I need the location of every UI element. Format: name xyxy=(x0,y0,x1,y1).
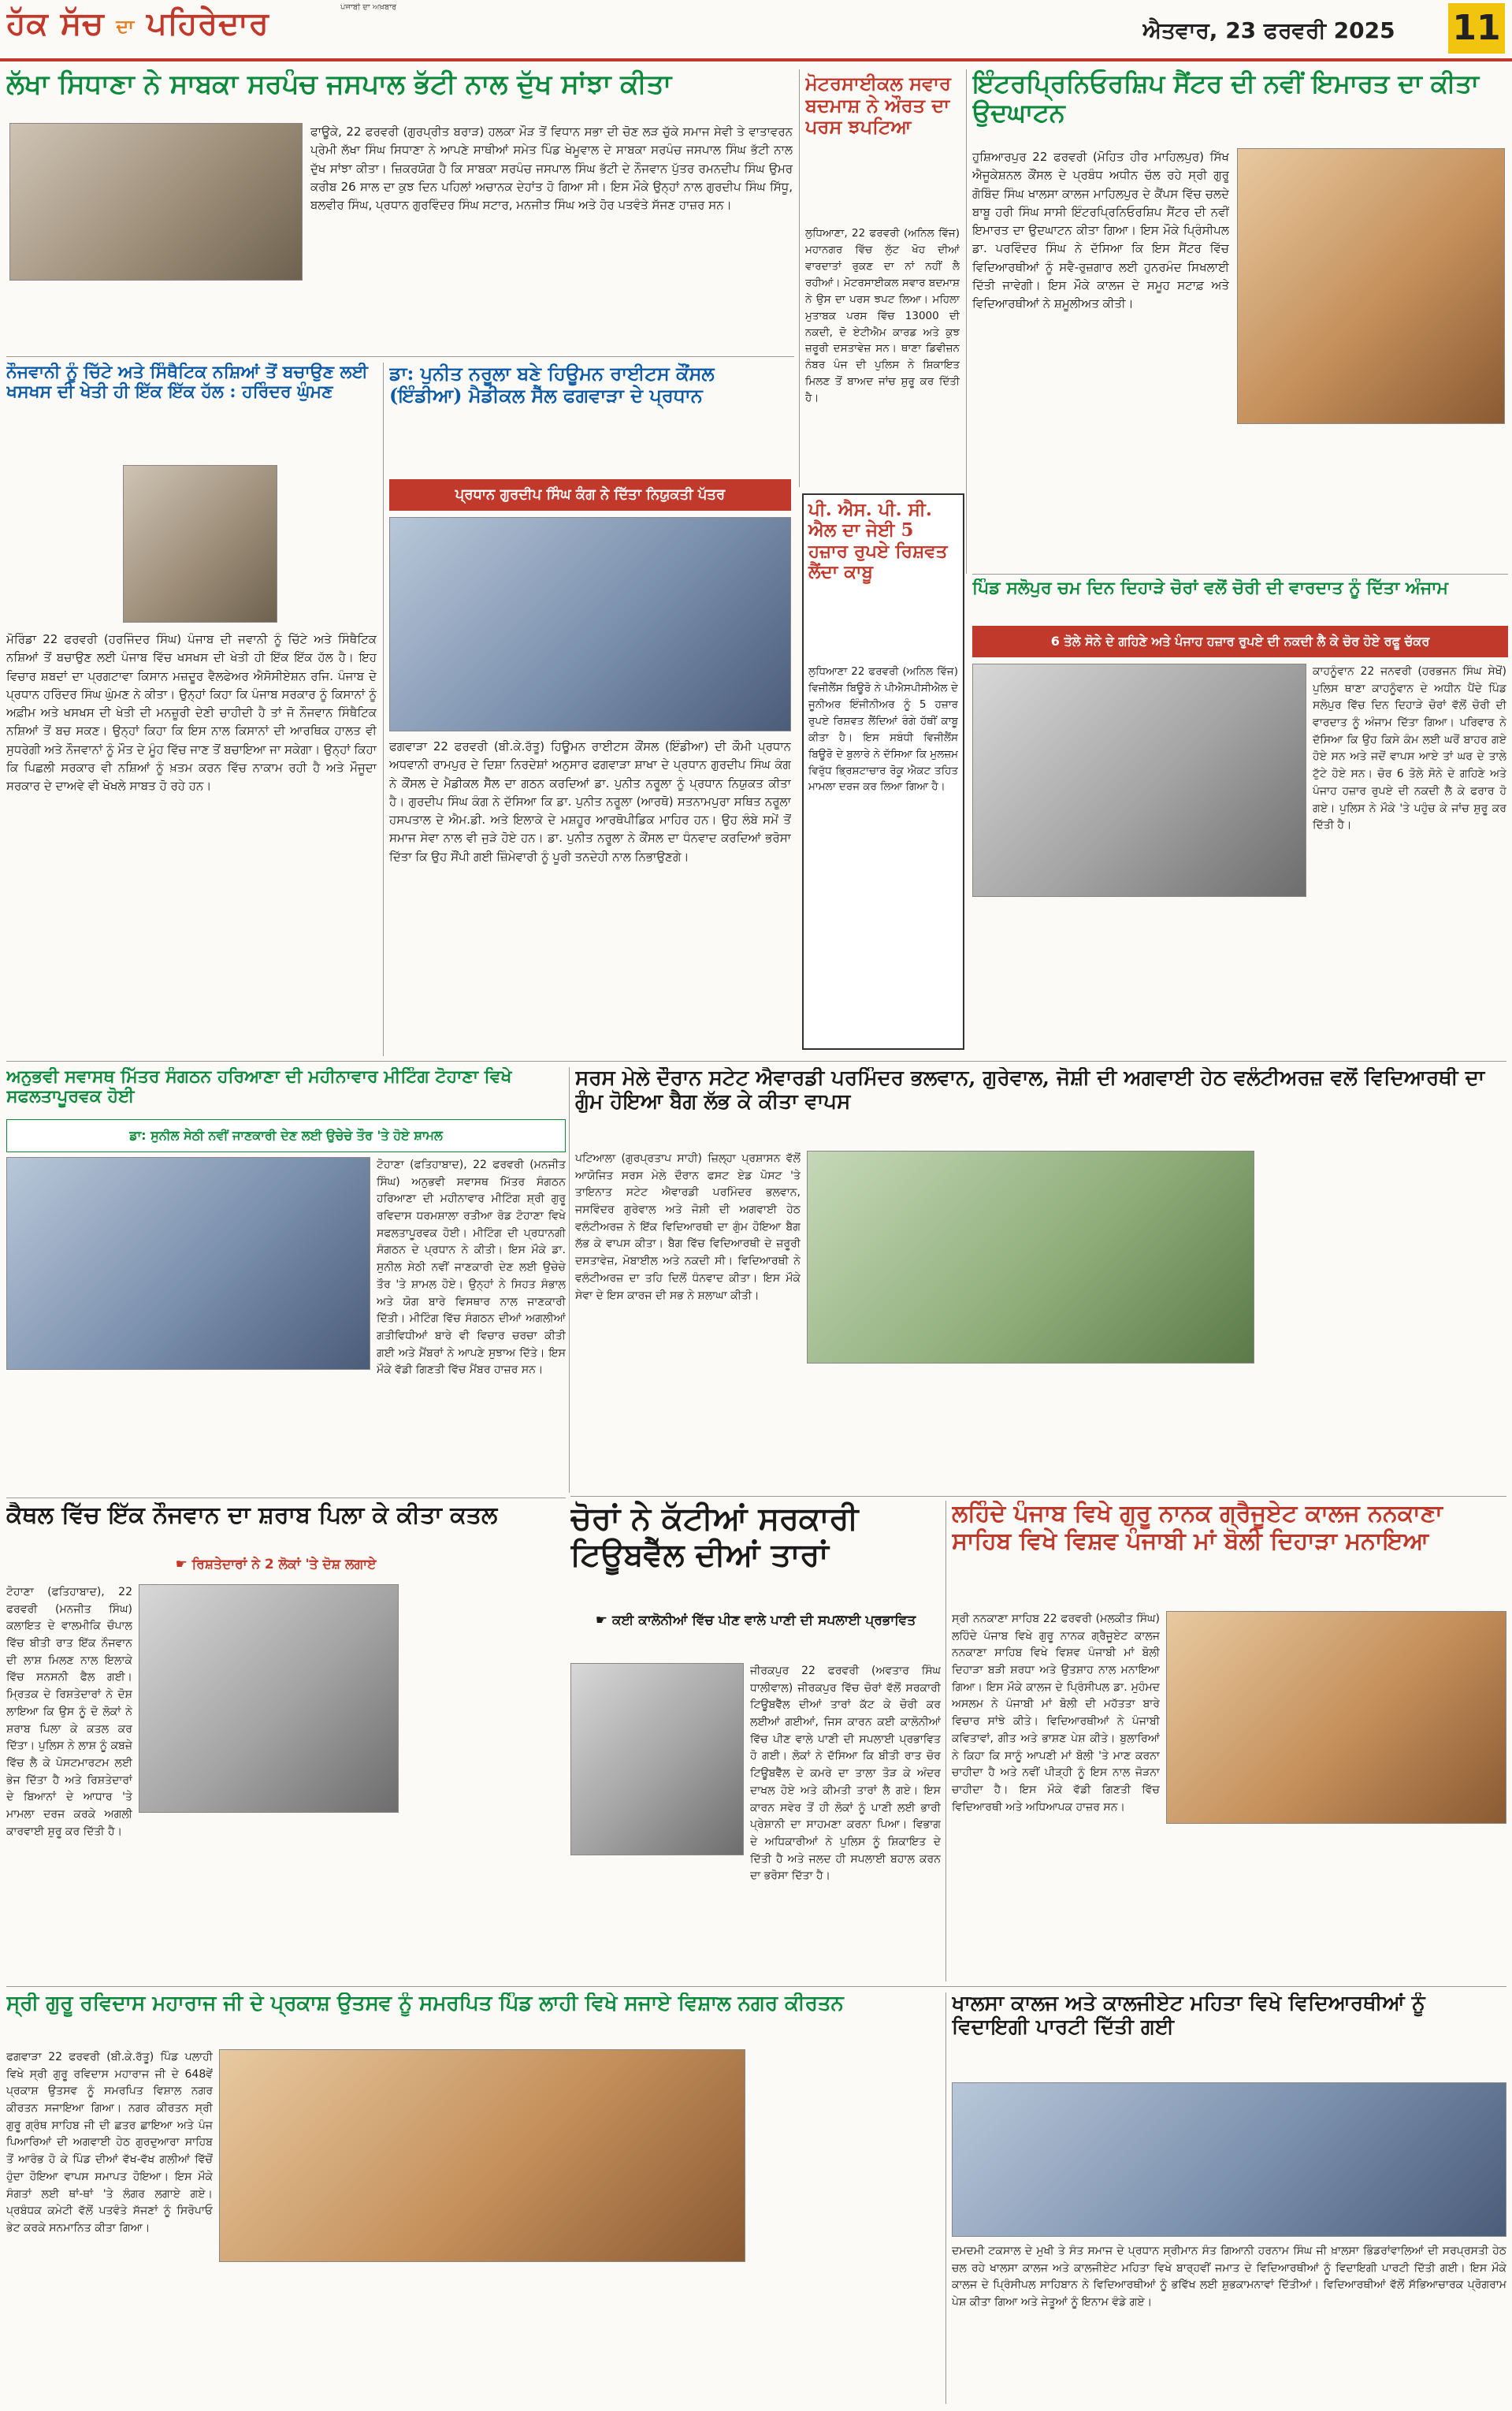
article-body: ਫਾਊਕੇ, 22 ਫਰਵਰੀ (ਗੁਰਪ੍ਰੀਤ ਬਰਾੜ) ਹਲਕਾ ਮੌੜ ਤੋਂ ਵਿਧਾਨ ਸਭਾ ਦੀ ਚੋਣ ਲੜ ਚੁੱਕੇ ਸਮਾਜ ਸੇਵੀ ਤੇ ਵਾਤਾਵਰਨ ਪ੍ਰੇਮੀ ਲੱਖਾ ਸਿੰਘ ਸਿਧਾਣਾ ਨੇ ਆਪਣੇ ਸਾਥੀਆਂ ਸਮੇਤ ਪਿੰਡ ਖੇਮੂਵਾਲ ਦੇ ਸਾਬਕਾ ਸਰਪੰਚ ਜਸਪਾਲ ਸਿੰਘ ਭੱਟੀ ਨਾਲ ਦੁੱਖ ਸਾਂਝਾ ਕੀਤਾ। ਜ਼ਿਕਰਯੋਗ ਹੈ ਕਿ ਸਾਬਕਾ ਸਰਪੰਚ ਜਸਪਾਲ ਸਿੰਘ ਭੱਟੀ ਦੇ ਨੌਜਵਾਨ ਪੁੱਤਰ ਰਮਨਦੀਪ ਸਿੰਘ ਉਮਰ ਕਰੀਬ 26 ਸਾਲ ਦਾ ਕੁਝ ਦਿਨ ਪਹਿਲਾਂ ਅਚਾਨਕ ਦੇਹਾਂਤ ਹੋ ਗਿਆ ਸੀ। ਇਸ ਮੌਕੇ ਉਨ੍ਹਾਂ ਨਾਲ ਗੁਰਦੀਪ ਸਿੰਘ ਸਿੱਧੂ, ਬਲਵੀਰ ਸਿੰਘ, ਪ੍ਰਧਾਨ ਗੁਰਵਿੰਦਰ ਸਿੰਘ ਸਟਾਰ, ਮਨਜੀਤ ਸਿੰਘ ਅਤੇ ਹੋਰ ਪਤਵੰਤੇ ਸੱਜਣ ਹਾਜ਼ਰ ਸਨ। xyxy=(310,125,793,212)
article-body-continued xyxy=(752,2049,939,2404)
column-divider xyxy=(966,69,967,574)
article-drugs-headline-box xyxy=(6,363,377,459)
article-sars-mela-headline-box xyxy=(575,1067,1508,1146)
article-headline: ਇੰਟਰਪ੍ਰਿਨਿਓਰਸ਼ਿਪ ਸੈਂਟਰ ਦੀ ਨਵੀਂ ਇਮਾਰਤ ਦਾ ਕੀਤਾ ਉਦਘਾਟਨ xyxy=(972,69,1480,128)
arrow-icon: ☛ xyxy=(175,1557,188,1572)
article-headline: ਅਨੁਭਵੀ ਸਵਾਸਥ ਮਿੱਤਰ ਸੰਗਠਨ ਹਰਿਆਣਾ ਦੀ ਮਹੀਨਾਵਾਰ ਮੀਟਿੰਗ ਟੋਹਾਣਾ ਵਿਖੇ ਸਫਲਤਾਪੂਰਵਕ ਹੋਈ xyxy=(6,1067,512,1107)
section-divider xyxy=(6,1986,1506,1987)
article-body: ਫਗਵਾੜਾ 22 ਫਰਵਰੀ (ਬੀ.ਕੇ.ਰੱਤੂ) ਹਿਊਮਨ ਰਾਈਟਸ ਕੌਂਸਲ (ਇੰਡੀਆ) ਦੀ ਕੌਮੀ ਪ੍ਰਧਾਨ ਅਧਵਾਨੀ ਰਾਮਪੁਰ ਦੇ ਦਿਸ਼ਾ ਨਿਰਦੇਸ਼ਾਂ ਅਨੁਸਾਰ ਫਗਵਾੜਾ ਸ਼ਾਖਾ ਦੇ ਪ੍ਰਧਾਨ ਗੁਰਦੀਪ ਸਿੰਘ ਕੰਗ ਨੇ ਕੌਂਸਲ ਦੇ ਮੈਡੀਕਲ ਸੈੱਲ ਦਾ ਗਠਨ ਕਰਦਿਆਂ ਡਾ. ਪੁਨੀਤ ਨਰੂਲਾ ਨੂੰ ਪ੍ਰਧਾਨ ਨਿਯੁਕਤ ਕੀਤਾ ਹੈ। ਗੁਰਦੀਪ ਸਿੰਘ ਕੰਗ ਨੇ ਦੱਸਿਆ ਕਿ ਡਾ. ਪੁਨੀਤ ਨਰੂਲਾ (ਆਰਥੋ) ਸਤਨਾਮਪੁਰਾ ਸਥਿਤ ਨਰੂਲਾ ਹਸਪਤਾਲ ਦੇ ਐਮ.ਡੀ. ਅਤੇ ਇਲਾਕੇ ਦੇ ਮਸ਼ਹੂਰ ਆਰਥੋਪੀਡਿਕ ਮਾਹਿਰ ਹਨ। ਉਹ ਲੰਬੇ ਸਮੇਂ ਤੋਂ ਸਮਾਜ ਸੇਵਾ ਨਾਲ ਵੀ ਜੁੜੇ ਹੋਏ ਹਨ। ਡਾ. ਪੁਨੀਤ ਨਰੂਲਾ ਨੇ ਕੌਂਸਲ ਦਾ ਧੰਨਵਾਦ ਕਰਦਿਆਂ ਭਰੋਸਾ ਦਿੱਤਾ ਕਿ ਉਹ ਸੌਂਪੀ ਗਈ ਜ਼ਿੰਮੇਵਾਰੀ ਨੂੰ ਪੂਰੀ ਤਨਦੇਹੀ ਨਾਲ ਨਿਭਾਉਣਗੇ। xyxy=(389,739,791,864)
article-body: ਦਮਦਮੀ ਟਕਸਾਲ ਦੇ ਮੁਖੀ ਤੇ ਸੰਤ ਸਮਾਜ ਦੇ ਪ੍ਰਧਾਨ ਸ੍ਰੀਮਾਨ ਸੰਤ ਗਿਆਨੀ ਹਰਨਾਮ ਸਿੰਘ ਜੀ ਖ਼ਾਲਸਾ ਭਿੰਡਰਾਂਵਾਲਿਆਂ ਦੀ ਸਰਪ੍ਰਸਤੀ ਹੇਠ ਚਲ ਰਹੇ ਖਾਲਸਾ ਕਾਲਜ ਅਤੇ ਕਾਲਜੀਏਟ ਮਹਿਤਾ ਵਿਖੇ ਬਾਰ੍ਹਵੀਂ ਜਮਾਤ ਦੇ ਵਿਦਿਆਰਥੀਆਂ ਨੂੰ ਵਿਦਾਇਗੀ ਪਾਰਟੀ ਦਿੱਤੀ ਗਈ। ਇਸ ਮੌਕੇ ਕਾਲਜ ਦੇ ਪ੍ਰਿੰਸੀਪਲ ਸਾਹਿਬਾਨ ਨੇ ਵਿਦਿਆਰਥੀਆਂ ਨੂੰ ਭਵਿੱਖ ਲਈ ਸ਼ੁਭਕਾਮਨਾਵਾਂ ਦਿੱਤੀਆਂ। ਵਿਦਿਆਰਥੀਆਂ ਵੱਲੋਂ ਸੱਭਿਆਚਾਰਕ ਪ੍ਰੋਗਰਾਮ ਪੇਸ਼ ਕੀਤਾ ਗਿਆ ਅਤੇ ਜੇਤੂਆਂ ਨੂੰ ਇਨਾਮ ਵੰਡੇ ਗਏ। xyxy=(952,2245,1506,2309)
article-subheading-banner: ਡਾ: ਸੁਨੀਲ ਸੇਠੀ ਨਵੀਂ ਜਾਣਕਾਰੀ ਦੇਣ ਲਈ ਉਚੇਚੇ ਤੌਰ 'ਤੇ ਹੋਏ ਸ਼ਾਮਲ xyxy=(6,1119,566,1152)
article-body: ਮੋਰਿੰਡਾ 22 ਫਰਵਰੀ (ਹਰਜਿੰਦਰ ਸਿੰਘ) ਪੰਜਾਬ ਦੀ ਜਵਾਨੀ ਨੂੰ ਚਿੱਟੇ ਅਤੇ ਸਿੰਥੈਟਿਕ ਨਸ਼ਿਆਂ ਤੋਂ ਬਚਾਉਣ ਲਈ ਪੰਜਾਬ ਵਿੱਚ ਖਸਖਸ ਦੀ ਖੇਤੀ ਹੀ ਇੱਕ ਇੱਕ ਹੱਲ ਹੈ। ਇਹ ਵਿਚਾਰ ਸ਼ਬਦਾਂ ਦਾ ਪ੍ਰਗਟਾਵਾ ਕਿਸਾਨ ਮਜ਼ਦੂਰ ਵੈਲਫੇਅਰ ਐਸੋਸੀਏਸ਼ਨ ਰਜਿ. ਪੰਜਾਬ ਦੇ ਪ੍ਰਧਾਨ ਹਰਿੰਦਰ ਸਿੰਘ ਘੁੰਮਣ ਨੇ ਕੀਤਾ। ਉਨ੍ਹਾਂ ਕਿਹਾ ਕਿ ਪੰਜਾਬ ਸਰਕਾਰ ਨੂੰ ਕਿਸਾਨਾਂ ਨੂੰ ਅਫ਼ੀਮ ਅਤੇ ਖਸਖਸ ਦੀ ਖੇਤੀ ਦੀ ਮਨਜ਼ੂਰੀ ਦੇਣੀ ਚਾਹੀਦੀ ਹੈ ਤਾਂ ਜੋ ਨੌਜਵਾਨ ਸਿੰਥੈਟਿਕ ਨਸ਼ਿਆਂ ਤੋਂ ਬਚ ਸਕਣ। ਉਨ੍ਹਾਂ ਕਿਹਾ ਕਿ ਇਸ ਨਾਲ ਕਿਸਾਨਾਂ ਦੀ ਆਰਥਿਕ ਹਾਲਤ ਵੀ ਸੁਧਰੇਗੀ ਅਤੇ ਨੌਜਵਾਨਾਂ ਨੂੰ ਮੌਤ ਦੇ ਮੂੰਹ ਵਿੱਚ ਜਾਣ ਤੋਂ ਬਚਾਇਆ ਜਾ ਸਕੇਗਾ। ਉਨ੍ਹਾਂ ਕਿਹਾ ਕਿ ਪਿਛਲੀ ਸਰਕਾਰ ਵੀ ਨਸ਼ਿਆਂ ਨੂੰ ਖ਼ਤਮ ਕਰਨ ਵਿੱਚ ਨਾਕਾਮ ਰਹੀ ਹੈ ਅਤੇ ਮੌਜੂਦਾ ਸਰਕਾਰ ਦੇ ਦਾਅਵੇ ਵੀ ਖੋਖਲੇ ਸਾਬਤ ਹੋ ਰਹੇ ਹਨ। xyxy=(6,632,377,793)
column-divider xyxy=(799,69,800,487)
tagline: ਪੰਜਾਬੀ ਦਾ ਅਖ਼ਬਾਰ xyxy=(340,3,397,12)
masthead-rule xyxy=(0,58,1512,61)
article-headline: ਪਿੰਡ ਸਲੋਪੁਰ ਚਮ ਦਿਨ ਦਿਹਾੜੇ ਚੋਰਾਂ ਵਲੋਂ ਚੋਰੀ ਦੀ ਵਾਰਦਾਤ ਨੂੰ ਦਿੱਤਾ ਅੰਜਾਮ xyxy=(972,579,1448,598)
article-headline: ਲੱਖਾ ਸਿਧਾਣਾ ਨੇ ਸਾਬਕਾ ਸਰਪੰਚ ਜਸਪਾਲ ਭੱਟੀ ਨਾਲ ਦੁੱਖ ਸਾਂਝਾ ਕੀਤਾ xyxy=(6,69,672,100)
column-divider xyxy=(945,1501,946,1981)
masthead xyxy=(0,0,1512,57)
article-body-continued xyxy=(6,1376,370,1479)
article-body: ਟੋਹਾਣਾ (ਫਤਿਹਾਬਾਦ), 22 ਫਰਵਰੀ (ਮਨਜੀਤ ਸਿੰਘ) ਅਨੁਭਵੀ ਸਵਾਸਥ ਮਿੱਤਰ ਸੰਗਠਨ ਹਰਿਆਣਾ ਦੀ ਮਹੀਨਾਵਾਰ ਮੀਟਿੰਗ ਸ਼੍ਰੀ ਗੁਰੂ ਰਵਿਦਾਸ ਧਰਮਸ਼ਾਲਾ ਰਤੀਆ ਰੋਡ ਟੋਹਾਣਾ ਵਿਖੇ ਸਫਲਤਾਪੂਰਵਕ ਹੋਈ। ਮੀਟਿੰਗ ਦੀ ਪ੍ਰਧਾਨਗੀ ਸੰਗਠਨ ਦੇ ਪ੍ਰਧਾਨ ਨੇ ਕੀਤੀ। ਇਸ ਮੌਕੇ ਡਾ. ਸੁਨੀਲ ਸੇਠੀ ਨਵੀਂ ਜਾਣਕਾਰੀ ਦੇਣ ਲਈ ਉਚੇਚੇ ਤੌਰ 'ਤੇ ਸ਼ਾਮਲ ਹੋਏ। ਉਨ੍ਹਾਂ ਨੇ ਸਿਹਤ ਸੰਭਾਲ ਅਤੇ ਯੋਗ ਬਾਰੇ ਵਿਸਥਾਰ ਨਾਲ ਜਾਣਕਾਰੀ ਦਿੱਤੀ। ਮੀਟਿੰਗ ਵਿੱਚ ਸੰਗਠਨ ਦੀਆਂ ਅਗਲੀਆਂ ਗਤੀਵਿਧੀਆਂ ਬਾਰੇ ਵੀ ਵਿਚਾਰ ਚਰਚਾ ਕੀਤੀ ਗਈ ਅਤੇ ਮੈਂਬਰਾਂ ਨੇ ਆਪਣੇ ਸੁਝਾਅ ਦਿੱਤੇ। ਇਸ ਮੌਕੇ ਵੱਡੀ ਗਿਣਤੀ ਵਿੱਚ ਮੈਂਬਰ ਹਾਜ਼ਰ ਸਨ। xyxy=(377,1159,566,1377)
article-headline: ਸਰਸ ਮੇਲੇ ਦੌਰਾਨ ਸਟੇਟ ਐਵਾਰਡੀ ਪਰਮਿੰਦਰ ਭਲਵਾਨ, ਗੁਰੇਵਾਲ, ਜੋਸ਼ੀ ਦੀ ਅਗਵਾਈ ਹੇਠ ਵਲੰਟੀਅਰਜ਼ ਵਲੋਂ ਵਿਦਿਆਰਥੀ ਦਾ ਗੁੰਮ ਹੋਇਆ ਬੈਗ ਲੱਭ ਕੇ ਕੀਤਾ ਵਾਪਸ xyxy=(575,1067,1485,1114)
newspaper-logo: ਹੱਕ ਸੱਚ ਦਾ ਪਹਿਰੇਦਾਰ xyxy=(6,5,269,42)
article-photo xyxy=(123,465,277,623)
article-body: ਟੋਹਾਣਾ (ਫਤਿਹਾਬਾਦ), 22 ਫਰਵਰੀ (ਮਨਜੀਤ ਸਿੰਘ) ਕਲਾਇਤ ਦੇ ਵਾਲਮੀਕਿ ਚੌਪਾਲ ਵਿੱਚ ਬੀਤੀ ਰਾਤ ਇੱਕ ਨੌਜਵਾਨ ਦੀ ਲਾਸ਼ ਮਿਲਣ ਨਾਲ ਇਲਾਕੇ ਵਿੱਚ ਸਨਸਨੀ ਫੈਲ ਗਈ। ਮ੍ਰਿਤਕ ਦੇ ਰਿਸ਼ਤੇਦਾਰਾਂ ਨੇ ਦੋਸ਼ ਲਾਇਆ ਕਿ ਉਸ ਨੂੰ ਦੋ ਲੋਕਾਂ ਨੇ ਸ਼ਰਾਬ ਪਿਲਾ ਕੇ ਕਤਲ ਕਰ ਦਿੱਤਾ। ਪੁਲਿਸ ਨੇ ਲਾਸ਼ ਨੂੰ ਕਬਜ਼ੇ ਵਿੱਚ ਲੈ ਕੇ ਪੋਸਟਮਾਰਟਮ ਲਈ ਭੇਜ ਦਿੱਤਾ ਹੈ ਅਤੇ ਰਿਸ਼ਤੇਦਾਰਾਂ ਦੇ ਬਿਆਨਾਂ ਦੇ ਆਧਾਰ 'ਤੇ ਮਾਮਲਾ ਦਰਜ ਕਰਕੇ ਅਗਲੀ ਕਾਰਵਾਈ ਸ਼ੁਰੂ ਕਰ ਦਿੱਤੀ ਹੈ। xyxy=(6,1586,132,1838)
section-divider xyxy=(6,356,794,357)
article-theft-headline-box xyxy=(972,579,1508,623)
article-body-continued xyxy=(405,1584,566,1978)
article-headline: ਚੋਰਾਂ ਨੇ ਕੱਟੀਆਂ ਸਰਕਾਰੀ ਟਿਊਬਵੈੱਲ ਦੀਆਂ ਤਾਰਾਂ xyxy=(570,1501,859,1573)
article-photo xyxy=(9,123,303,281)
article-anubhavi-headline-box xyxy=(6,1067,566,1116)
article-body: ਸ੍ਰੀ ਨਨਕਾਣਾ ਸਾਹਿਬ 22 ਫਰਵਰੀ (ਮਲਕੀਤ ਸਿੰਘ) ਲਹਿੰਦੇ ਪੰਜਾਬ ਵਿਖੇ ਗੁਰੂ ਨਾਨਕ ਗ੍ਰੈਜੂਏਟ ਕਾਲਜ ਨਨਕਾਣਾ ਸਾਹਿਬ ਵਿਖੇ ਵਿਸ਼ਵ ਪੰਜਾਬੀ ਮਾਂ ਬੋਲੀ ਦਿਹਾੜਾ ਬੜੀ ਸ਼ਰਧਾ ਅਤੇ ਉਤਸ਼ਾਹ ਨਾਲ ਮਨਾਇਆ ਗਿਆ। ਇਸ ਮੌਕੇ ਕਾਲਜ ਦੇ ਪ੍ਰਿੰਸੀਪਲ ਡਾ. ਮੁਹੰਮਦ ਅਸਲਮ ਨੇ ਪੰਜਾਬੀ ਮਾਂ ਬੋਲੀ ਦੀ ਮਹੱਤਤਾ ਬਾਰੇ ਵਿਚਾਰ ਸਾਂਝੇ ਕੀਤੇ। ਵਿਦਿਆਰਥੀਆਂ ਨੇ ਪੰਜਾਬੀ ਕਵਿਤਾਵਾਂ, ਗੀਤ ਅਤੇ ਭਾਸ਼ਣ ਪੇਸ਼ ਕੀਤੇ। ਬੁਲਾਰਿਆਂ ਨੇ ਕਿਹਾ ਕਿ ਸਾਨੂੰ ਆਪਣੀ ਮਾਂ ਬੋਲੀ 'ਤੇ ਮਾਣ ਕਰਨਾ ਚਾਹੀਦਾ ਹੈ ਅਤੇ ਨਵੀਂ ਪੀੜ੍ਹੀ ਨੂੰ ਇਸ ਨਾਲ ਜੋੜਨਾ ਚਾਹੀਦਾ ਹੈ। ਇਸ ਮੌਕੇ ਵੱਡੀ ਗਿਣਤੀ ਵਿੱਚ ਵਿਦਿਆਰਥੀ ਅਤੇ ਅਧਿਆਪਕ ਹਾਜ਼ਰ ਸਨ। xyxy=(952,1613,1160,1814)
article-photo xyxy=(570,1663,744,1855)
article-internship-headline-box xyxy=(972,69,1508,142)
arrow-icon: ☛ xyxy=(595,1613,608,1628)
article-body: ਜੀਰਕਪੁਰ 22 ਫਰਵਰੀ (ਅਵਤਾਰ ਸਿੰਘ ਧਾਲੀਵਾਲ) ਜੀਰਕਪੁਰ ਵਿੱਚ ਚੋਰਾਂ ਵੱਲੋਂ ਸਰਕਾਰੀ ਟਿਊਬਵੈੱਲ ਦੀਆਂ ਤਾਰਾਂ ਕੱਟ ਕੇ ਚੋਰੀ ਕਰ ਲਈਆਂ ਗਈਆਂ, ਜਿਸ ਕਾਰਨ ਕਈ ਕਾਲੋਨੀਆਂ ਵਿੱਚ ਪੀਣ ਵਾਲੇ ਪਾਣੀ ਦੀ ਸਪਲਾਈ ਪ੍ਰਭਾਵਿਤ ਹੋ ਗਈ। ਲੋਕਾਂ ਨੇ ਦੱਸਿਆ ਕਿ ਬੀਤੀ ਰਾਤ ਚੋਰ ਟਿਊਬਵੈੱਲ ਦੇ ਕਮਰੇ ਦਾ ਤਾਲਾ ਤੋੜ ਕੇ ਅੰਦਰ ਦਾਖਲ ਹੋਏ ਅਤੇ ਕੀਮਤੀ ਤਾਰਾਂ ਲੈ ਗਏ। ਇਸ ਕਾਰਨ ਸਵੇਰ ਤੋਂ ਹੀ ਲੋਕਾਂ ਨੂੰ ਪਾਣੀ ਲਈ ਭਾਰੀ ਪ੍ਰੇਸ਼ਾਨੀ ਦਾ ਸਾਹਮਣਾ ਕਰਨਾ ਪਿਆ। ਵਿਭਾਗ ਦੇ ਅਧਿਕਾਰੀਆਂ ਨੇ ਪੁਲਿਸ ਨੂੰ ਸ਼ਿਕਾਇਤ ਦੇ ਦਿੱਤੀ ਹੈ ਅਤੇ ਜਲਦ ਹੀ ਸਪਲਾਈ ਬਹਾਲ ਕਰਨ ਦਾ ਭਰੋਸਾ ਦਿੱਤਾ ਹੈ। xyxy=(750,1665,941,1883)
article-khalsa-college-headline-box xyxy=(952,1992,1506,2078)
article-body: ਪਟਿਆਲਾ (ਗੁਰਪ੍ਰਤਾਪ ਸਾਹੀ) ਜ਼ਿਲ੍ਹਾ ਪ੍ਰਸ਼ਾਸਨ ਵੱਲੋਂ ਆਯੋਜਿਤ ਸਰਸ ਮੇਲੇ ਦੌਰਾਨ ਫਸਟ ਏਡ ਪੋਸਟ 'ਤੇ ਤਾਇਨਾਤ ਸਟੇਟ ਐਵਾਰਡੀ ਪਰਮਿੰਦਰ ਭਲਵਾਨ, ਜਸਵਿੰਦਰ ਗੁਰੇਵਾਲ ਅਤੇ ਜੋਸ਼ੀ ਦੀ ਅਗਵਾਈ ਹੇਠ ਵਲੰਟੀਅਰਜ਼ ਨੇ ਇੱਕ ਵਿਦਿਆਰਥੀ ਦਾ ਗੁੰਮ ਹੋਇਆ ਬੈਗ ਲੱਭ ਕੇ ਵਾਪਸ ਕੀਤਾ। ਬੈਗ ਵਿੱਚ ਵਿਦਿਆਰਥੀ ਦੇ ਜ਼ਰੂਰੀ ਦਸਤਾਵੇਜ਼, ਮੋਬਾਈਲ ਅਤੇ ਨਕਦੀ ਸੀ। ਵਿਦਿਆਰਥੀ ਨੇ ਵਲੰਟੀਅਰਜ਼ ਦਾ ਤਹਿ ਦਿਲੋਂ ਧੰਨਵਾਦ ਕੀਤਾ। ਇਸ ਮੌਕੇ ਸੇਵਾ ਦੇ ਇਸ ਕਾਰਜ ਦੀ ਸਭ ਨੇ ਸ਼ਲਾਘਾ ਕੀਤੀ। xyxy=(575,1152,801,1302)
article-headline: ਮੋਟਰਸਾਈਕਲ ਸਵਾਰ ਬਦਮਾਸ਼ ਨੇ ਔਰਤ ਦਾ ਪਰਸ ਝਪਟਿਆ xyxy=(805,73,951,139)
article-body-continued xyxy=(570,1862,744,2081)
article-headline: ਖਾਲਸਾ ਕਾਲਜ ਅਤੇ ਕਾਲਜੀਏਟ ਮਹਿਤਾ ਵਿਖੇ ਵਿਦਿਆਰਥੀਆਂ ਨੂੰ ਵਿਦਾਇਗੀ ਪਾਰਟੀ ਦਿੱਤੀ ਗਈ xyxy=(952,1992,1425,2039)
article-motorcycle-headline-box xyxy=(805,73,960,221)
article-body: ਲੁਧਿਆਣਾ 22 ਫਰਵਰੀ (ਅਨਿਲ ਵਿੱਜ) ਵਿਜੀਲੈਂਸ ਬਿਊਰੋ ਨੇ ਪੀਐਸਪੀਸੀਐਲ ਦੇ ਜੂਨੀਅਰ ਇੰਜੀਨੀਅਰ ਨੂੰ 5 ਹਜ਼ਾਰ ਰੁਪਏ ਰਿਸ਼ਵਤ ਲੈਂਦਿਆਂ ਰੰਗੇ ਹੱਥੀਂ ਕਾਬੂ ਕੀਤਾ ਹੈ। ਇਸ ਸਬੰਧੀ ਵਿਜੀਲੈਂਸ ਬਿਊਰੋ ਦੇ ਬੁਲਾਰੇ ਨੇ ਦੱਸਿਆ ਕਿ ਮੁਲਜ਼ਮ ਵਿਰੁੱਧ ਭ੍ਰਿਸ਼ਟਾਚਾਰ ਰੋਕੂ ਐਕਟ ਤਹਿਤ ਮਾਮਲਾ ਦਰਜ ਕਰ ਲਿਆ ਗਿਆ ਹੈ। xyxy=(808,665,958,794)
page-number: 11 xyxy=(1448,3,1505,54)
article-photo xyxy=(219,2049,745,2262)
article-ps-bribe-box xyxy=(802,493,964,1050)
article-kaithal-headline-box xyxy=(6,1502,566,1548)
article-photo xyxy=(1166,1611,1506,1824)
article-photo xyxy=(972,664,1306,897)
article-headline: ਪੀ. ਐਸ. ਪੀ. ਸੀ. ਐਲ ਦਾ ਜੇਈ 5 ਹਜ਼ਾਰ ਰੁਪਏ ਰਿਸ਼ਵਤ ਲੈਂਦਾ ਕਾਬੂ xyxy=(808,499,948,583)
article-photo xyxy=(6,1157,370,1370)
article-body-continued xyxy=(219,2268,745,2404)
article-body-continued xyxy=(972,903,1306,1050)
article-photo xyxy=(139,1584,399,1813)
article-lahore-headline-box xyxy=(952,1501,1506,1605)
article-photo xyxy=(807,1151,1254,1364)
section-divider xyxy=(6,1061,1506,1062)
article-subheading: ☛ ਰਿਸ਼ਤੇਦਾਰਾਂ ਨੇ 2 ਲੋਕਾਂ 'ਤੇ ਦੋਸ਼ ਲਗਾਏ xyxy=(175,1557,377,1572)
article-human-rights-headline-box xyxy=(389,363,791,435)
column-divider xyxy=(945,1992,946,2404)
article-tubewell-headline-box xyxy=(570,1501,941,1605)
article-nagar-kirtan-headline-box xyxy=(6,1992,939,2045)
article-photo xyxy=(389,517,791,731)
article-headline: ਸ੍ਰੀ ਗੁਰੂ ਰਵਿਦਾਸ ਮਹਾਰਾਜ ਜੀ ਦੇ ਪ੍ਰਕਾਸ਼ ਉਤਸਵ ਨੂੰ ਸਮਰਪਿਤ ਪਿੰਡ ਲਾਹੀ ਵਿਖੇ ਸਜਾਏ ਵਿਸ਼ਾਲ ਨਗਰ ਕੀਰਤਨ xyxy=(6,1992,844,2015)
article-headline: ਡਾ: ਪੁਨੀਤ ਨਰੂਲਾ ਬਣੇ ਹਿਊਮਨ ਰਾਈਟਸ ਕੌਂਸਲ (ਇੰਡੀਆ) ਮੈਡੀਕਲ ਸੈੱਲ ਫਗਵਾੜਾ ਦੇ ਪ੍ਰਧਾਨ xyxy=(389,363,715,407)
article-headline: ਨੌਜਵਾਨੀ ਨੂੰ ਚਿੱਟੇ ਅਤੇ ਸਿੰਥੈਟਿਕ ਨਸ਼ਿਆਂ ਤੋਂ ਬਚਾਉਣ ਲਈ ਖਸਖਸ ਦੀ ਖੇਤੀ ਹੀ ਇੱਕ ਇੱਕ ਹੱਲ : ਹਰਿੰਦਰ ਘੁੰਮਣ xyxy=(6,363,368,403)
article-body: ਹੁਸ਼ਿਆਰਪੁਰ 22 ਫਰਵਰੀ (ਮੋਹਿਤ ਹੀਰ ਮਾਹਿਲਪੁਰ) ਸਿੱਖ ਐਜੂਕੇਸ਼ਨਲ ਕੌਂਸਲ ਦੇ ਪ੍ਰਬੰਧ ਅਧੀਨ ਚੱਲ ਰਹੇ ਸ੍ਰੀ ਗੁਰੂ ਗੋਬਿੰਦ ਸਿੰਘ ਖਾਲਸਾ ਕਾਲਜ ਮਾਹਿਲਪੁਰ ਦੇ ਕੈਂਪਸ ਵਿੱਚ ਚਲਦੇ ਬਾਬੂ ਹਰੀ ਸਿੰਘ ਸਾਸੀ ਇੰਟਰਪ੍ਰਿਨਿਓਰਸ਼ਿਪ ਸੈਂਟਰ ਦੀ ਨਵੀਂ ਇਮਾਰਤ ਦਾ ਉਦਘਾਟਨ ਕੀਤਾ ਗਿਆ। ਇਸ ਮੌਕੇ ਪ੍ਰਿੰਸੀਪਲ ਡਾ. ਪਰਵਿੰਦਰ ਸਿੰਘ ਨੇ ਦੱਸਿਆ ਕਿ ਇਸ ਸੈਂਟਰ ਵਿੱਚ ਵਿਦਿਆਰਥੀਆਂ ਨੂੰ ਸਵੈ-ਰੁਜ਼ਗਾਰ ਲਈ ਹੁਨਰਮੰਦ ਸਿਖਲਾਈ ਦਿੱਤੀ ਜਾਵੇਗੀ। ਇਸ ਮੌਕੇ ਕਾਲਜ ਦੇ ਸਮੂਹ ਸਟਾਫ਼ ਅਤੇ ਵਿਦਿਆਰਥੀਆਂ ਨੇ ਸ਼ਮੂਲੀਅਤ ਕੀਤੀ। xyxy=(972,150,1229,311)
section-divider xyxy=(570,1496,1506,1497)
article-subheading: ☛ ਕਈ ਕਾਲੋਨੀਆਂ ਵਿੱਚ ਪੀਣ ਵਾਲੇ ਪਾਣੀ ਦੀ ਸਪਲਾਈ ਪ੍ਰਭਾਵਿਤ xyxy=(595,1613,916,1628)
article-subheading-banner: 6 ਤੋਲੇ ਸੋਨੇ ਦੇ ਗਹਿਣੇ ਅਤੇ ਪੰਜਾਹ ਹਜ਼ਾਰ ਰੁਪਏ ਦੀ ਨਕਦੀ ਲੈ ਕੇ ਚੋਰ ਹੋਏ ਰਫੂ ਚੱਕਰ xyxy=(972,626,1508,657)
column-divider xyxy=(569,1067,570,1493)
article-photo xyxy=(1237,148,1505,424)
article-lakha-headline-box xyxy=(6,69,794,118)
issue-date: ਐਤਵਾਰ, 23 ਫਰਵਰੀ 2025 xyxy=(1142,17,1395,43)
article-subheading-banner: ਪ੍ਰਧਾਨ ਗੁਰਦੀਪ ਸਿੰਘ ਕੰਗ ਨੇ ਦਿੱਤਾ ਨਿਯੁਕਤੀ ਪੱਤਰ xyxy=(389,479,791,511)
article-body-continued xyxy=(1166,1830,1506,1981)
article-photo xyxy=(952,2082,1506,2237)
column-divider xyxy=(383,363,384,1056)
article-body: ਕਾਹਨੂੰਵਾਨ 22 ਜਨਵਰੀ (ਹਰਭਜਨ ਸਿੰਘ ਸੇਖੋਂ) ਪੁਲਿਸ ਥਾਣਾ ਕਾਹਨੂੰਵਾਨ ਦੇ ਅਧੀਨ ਪੈਂਦੇ ਪਿੰਡ ਸਲੋਪੁਰ ਵਿੱਚ ਦਿਨ ਦਿਹਾੜੇ ਚੋਰਾਂ ਵੱਲੋਂ ਚੋਰੀ ਦੀ ਵਾਰਦਾਤ ਨੂੰ ਅੰਜਾਮ ਦਿੱਤਾ ਗਿਆ। ਪਰਿਵਾਰ ਨੇ ਦੱਸਿਆ ਕਿ ਉਹ ਕਿਸੇ ਕੰਮ ਲਈ ਘਰੋਂ ਬਾਹਰ ਗਏ ਹੋਏ ਸਨ ਅਤੇ ਜਦੋਂ ਵਾਪਸ ਆਏ ਤਾਂ ਘਰ ਦੇ ਤਾਲੇ ਟੁੱਟੇ ਹੋਏ ਸਨ। ਚੋਰ 6 ਤੋਲੇ ਸੋਨੇ ਦੇ ਗਹਿਣੇ ਅਤੇ ਪੰਜਾਹ ਹਜ਼ਾਰ ਰੁਪਏ ਦੀ ਨਕਦੀ ਲੈ ਕੇ ਫਰਾਰ ਹੋ ਗਏ। ਪੁਲਿਸ ਨੇ ਮੌਕੇ 'ਤੇ ਪਹੁੰਚ ਕੇ ਜਾਂਚ ਸ਼ੁਰੂ ਕਰ ਦਿੱਤੀ ਹੈ। xyxy=(1313,665,1506,832)
article-body: ਫਗਵਾੜਾ 22 ਫਰਵਰੀ (ਬੀ.ਕੇ.ਰੱਤੂ) ਪਿੰਡ ਪਲਾਹੀ ਵਿਖੇ ਸ੍ਰੀ ਗੁਰੂ ਰਵਿਦਾਸ ਮਹਾਰਾਜ ਜੀ ਦੇ 648ਵੇਂ ਪ੍ਰਕਾਸ਼ ਉਤਸਵ ਨੂੰ ਸਮਰਪਿਤ ਵਿਸ਼ਾਲ ਨਗਰ ਕੀਰਤਨ ਸਜਾਇਆ ਗਿਆ। ਨਗਰ ਕੀਰਤਨ ਸ੍ਰੀ ਗੁਰੂ ਗ੍ਰੰਥ ਸਾਹਿਬ ਜੀ ਦੀ ਛਤਰ ਛਾਇਆ ਅਤੇ ਪੰਜ ਪਿਆਰਿਆਂ ਦੀ ਅਗਵਾਈ ਹੇਠ ਗੁਰਦੁਆਰਾ ਸਾਹਿਬ ਤੋਂ ਆਰੰਭ ਹੋ ਕੇ ਪਿੰਡ ਦੀਆਂ ਵੱਖ-ਵੱਖ ਗਲੀਆਂ ਵਿੱਚੋਂ ਹੁੰਦਾ ਹੋਇਆ ਵਾਪਸ ਸਮਾਪਤ ਹੋਇਆ। ਇਸ ਮੌਕੇ ਸੰਗਤਾਂ ਲਈ ਥਾਂ-ਥਾਂ 'ਤੇ ਲੰਗਰ ਲਗਾਏ ਗਏ। ਪ੍ਰਬੰਧਕ ਕਮੇਟੀ ਵੱਲੋਂ ਪਤਵੰਤੇ ਸੱਜਣਾਂ ਨੂੰ ਸਿਰੋਪਾਓ ਭੇਟ ਕਰਕੇ ਸਨਮਾਨਿਤ ਕੀਤਾ ਗਿਆ। xyxy=(6,2051,213,2234)
article-headline: ਲਹਿੰਦੇ ਪੰਜਾਬ ਵਿਖੇ ਗੁਰੂ ਨਾਨਕ ਗ੍ਰੈਜੂਏਟ ਕਾਲਜ ਨਨਕਾਣਾ ਸਾਹਿਬ ਵਿਖੇ ਵਿਸ਼ਵ ਪੰਜਾਬੀ ਮਾਂ ਬੋਲੀ ਦਿਹਾੜਾ ਮਨਾਇਆ xyxy=(952,1501,1443,1555)
article-body-continued xyxy=(1261,1151,1506,1490)
article-body: ਲੁਧਿਆਣਾ, 22 ਫਰਵਰੀ (ਅਨਿਲ ਵਿੱਜ) ਮਹਾਨਗਰ ਵਿੱਚ ਲੁੱਟ ਖੋਹ ਦੀਆਂ ਵਾਰਦਾਤਾਂ ਰੁਕਣ ਦਾ ਨਾਂ ਨਹੀਂ ਲੈ ਰਹੀਆਂ। ਮੋਟਰਸਾਈਕਲ ਸਵਾਰ ਬਦਮਾਸ਼ ਨੇ ਉਸ ਦਾ ਪਰਸ ਝਪਟ ਲਿਆ। ਮਹਿਲਾ ਮੁਤਾਬਕ ਪਰਸ ਵਿੱਚ 13000 ਦੀ ਨਕਦੀ, ਦੋ ਏਟੀਐਮ ਕਾਰਡ ਅਤੇ ਕੁਝ ਜ਼ਰੂਰੀ ਦਸਤਾਵੇਜ਼ ਸਨ। ਥਾਣਾ ਡਿਵੀਜ਼ਨ ਨੰਬਰ ਪੰਜ ਦੀ ਪੁਲਿਸ ਨੇ ਸ਼ਿਕਾਇਤ ਮਿਲਣ ਤੋਂ ਬਾਅਦ ਜਾਂਚ ਸ਼ੁਰੂ ਕਰ ਦਿੱਤੀ ਹੈ। xyxy=(805,227,960,405)
article-headline: ਕੈਥਲ ਵਿੱਚ ਇੱਕ ਨੌਜਵਾਨ ਦਾ ਸ਼ਰਾਬ ਪਿਲਾ ਕੇ ਕੀਤਾ ਕਤਲ xyxy=(6,1502,498,1529)
section-divider xyxy=(972,574,1508,575)
